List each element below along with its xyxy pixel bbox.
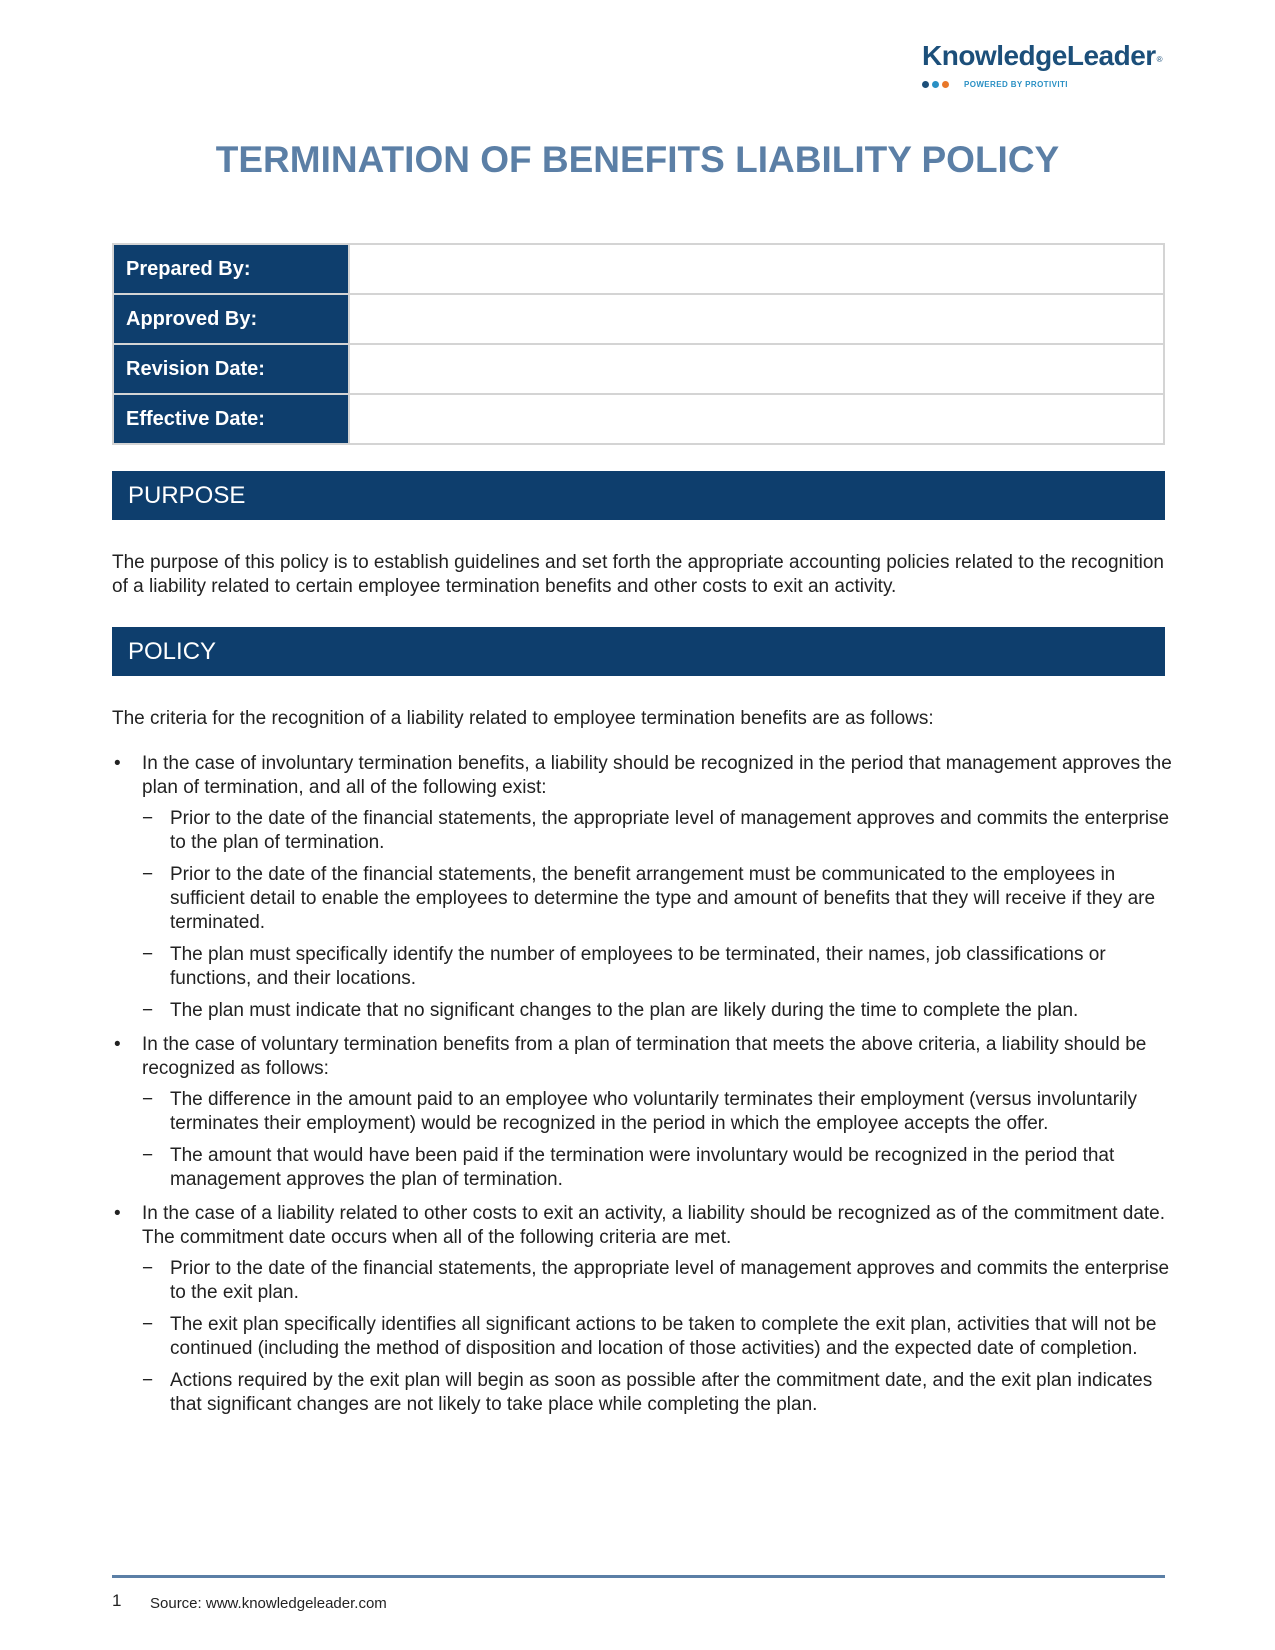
policy-heading: POLICY bbox=[112, 627, 1165, 676]
purpose-text: The purpose of this policy is to establish guidelines and set forth the appropriate accounting policies related to the recognition of a liability related to certain employee termination benefits and other costs to exit an activity. bbox=[112, 552, 1164, 597]
logo-wordmark bbox=[922, 40, 1162, 72]
info-row bbox=[113, 394, 1164, 444]
logo-name-text: KnowledgeLeader bbox=[922, 40, 1156, 71]
policy-subitem: − The exit plan specifically identifies all significant actions to be taken to complete the exit plan, activities that will not be continued (including the method of disposition and location of those activities) and the expected date of completion. bbox=[142, 1313, 1182, 1361]
policy-bullet-text: In the case of involuntary termination benefits, a liability should be recognized in the period that management approves the plan of termination, and all of the following exist: bbox=[142, 753, 1172, 798]
source-note: Source: www.knowledgeleader.com bbox=[150, 1595, 387, 1612]
policy-sublist bbox=[142, 807, 1182, 1023]
logo-dot-icon bbox=[922, 81, 929, 88]
logo-subline bbox=[922, 80, 1162, 89]
policy-criteria-list bbox=[112, 752, 1182, 1427]
policy-bullet bbox=[112, 752, 1182, 1023]
purpose-heading: PURPOSE bbox=[112, 471, 1165, 520]
info-label: Revision Date: bbox=[113, 344, 349, 394]
info-value-field[interactable] bbox=[349, 344, 1164, 394]
policy-bullet-text: In the case of voluntary termination benefits from a plan of termination that meets the above criteria, a liability should be recognized as follows: bbox=[142, 1034, 1147, 1079]
policy-subitem: − Prior to the date of the financial statements, the appropriate level of management approves and commits the enterprise to the exit plan. bbox=[142, 1257, 1182, 1305]
policy-subitem: − Actions required by the exit plan will begin as soon as possible after the commitment date, and the exit plan indicates that significant changes are not likely to take place while completing the plan. bbox=[142, 1369, 1182, 1417]
info-label: Prepared By: bbox=[113, 244, 349, 294]
policy-subitem: − The plan must indicate that no significant changes to the plan are likely during the time to complete the plan. bbox=[142, 999, 1182, 1023]
info-value-field[interactable] bbox=[349, 294, 1164, 344]
policy-intro: The criteria for the recognition of a liability related to employee termination benefits are as follows: bbox=[112, 708, 934, 729]
info-row bbox=[113, 294, 1164, 344]
info-value-field[interactable] bbox=[349, 394, 1164, 444]
logo-dot-icon bbox=[932, 81, 939, 88]
policy-bullet bbox=[112, 1202, 1182, 1417]
policy-subitem: − Prior to the date of the financial statements, the benefit arrangement must be communicated to the employees in sufficient detail to enable the employees to determine the type and amount of benefits that they will receive if they are terminated. bbox=[142, 863, 1182, 935]
policy-subitem: − The plan must specifically identify the number of employees to be terminated, their names, job classifications or functions, and their locations. bbox=[142, 943, 1182, 991]
info-row bbox=[113, 244, 1164, 294]
policy-sublist bbox=[142, 1088, 1182, 1192]
knowledgeleader-logo bbox=[922, 40, 1162, 100]
policy-bullet bbox=[112, 1033, 1182, 1192]
policy-subitem: − The amount that would have been paid if the termination were involuntary would be recognized in the period that management approves the plan of termination. bbox=[142, 1144, 1182, 1192]
policy-sublist bbox=[142, 1257, 1182, 1417]
logo-dot-icon bbox=[942, 81, 949, 88]
document-info-table bbox=[112, 243, 1165, 445]
info-row bbox=[113, 344, 1164, 394]
page-number: 1 bbox=[112, 1591, 122, 1610]
footer-divider bbox=[112, 1575, 1165, 1578]
policy-subitem: − Prior to the date of the financial statements, the appropriate level of management approves and commits the enterprise to the plan of termination. bbox=[142, 807, 1182, 855]
info-label: Approved By: bbox=[113, 294, 349, 344]
logo-powered-by: POWERED BY PROTIVITI bbox=[964, 80, 1068, 89]
policy-bullet-text: In the case of a liability related to other costs to exit an activity, a liability should be recognized as of the commitment date. The commitment date occurs when all of the following criteria are met. bbox=[142, 1203, 1166, 1248]
info-value-field[interactable] bbox=[349, 244, 1164, 294]
policy-subitem: − The difference in the amount paid to an employee who voluntarily terminates their employment (versus involuntarily terminates their employment) would be recognized in the period in which the employee accepts the offer. bbox=[142, 1088, 1182, 1136]
info-label: Effective Date: bbox=[113, 394, 349, 444]
document-title: TERMINATION OF BENEFITS LIABILITY POLICY bbox=[215, 139, 1060, 180]
logo-trademark: ® bbox=[1156, 55, 1163, 64]
